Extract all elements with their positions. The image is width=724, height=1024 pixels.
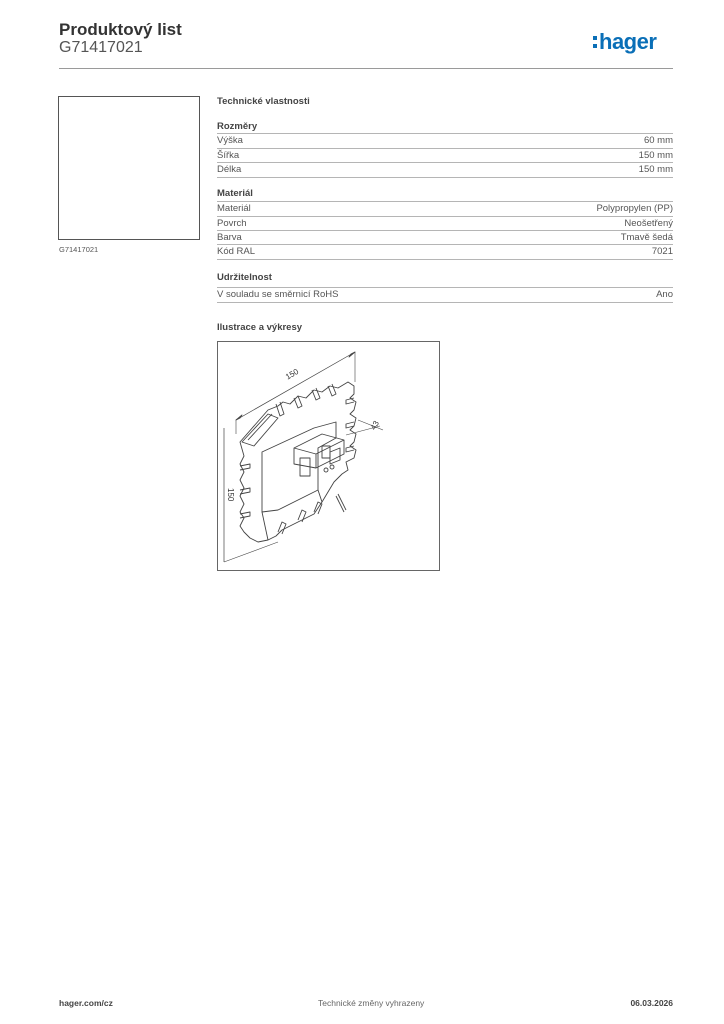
footer-website[interactable]: hager.com/cz bbox=[59, 998, 113, 1008]
spec-value: 7021 bbox=[651, 246, 673, 257]
spec-label: Kód RAL bbox=[217, 246, 256, 257]
spec-label: Materiál bbox=[217, 203, 251, 214]
spec-row-material bbox=[217, 201, 673, 216]
spec-value: Polypropylen (PP) bbox=[596, 203, 673, 214]
dimensions-title: Rozměry bbox=[217, 121, 258, 132]
spec-value: Neošetřený bbox=[624, 218, 673, 229]
spec-row-length bbox=[217, 162, 673, 178]
dim-depth-label: 43 bbox=[368, 419, 381, 432]
page-title: Produktový list bbox=[59, 20, 182, 39]
spec-value: 150 mm bbox=[638, 150, 673, 161]
dim-height-label: 150 bbox=[226, 488, 235, 502]
spec-row-rohs bbox=[217, 287, 673, 303]
spec-row-height bbox=[217, 133, 673, 148]
product-code: G71417021 bbox=[59, 39, 143, 56]
drawing-svg bbox=[218, 342, 439, 570]
spec-row-width bbox=[217, 148, 673, 163]
spec-label: Šířka bbox=[217, 150, 240, 161]
spec-label: Barva bbox=[217, 232, 242, 243]
spec-label: V souladu se směrnicí RoHS bbox=[217, 289, 339, 300]
spec-value: 60 mm bbox=[643, 135, 673, 146]
spec-row-color bbox=[217, 230, 673, 245]
footer-notice: Technické změny vyhrazeny bbox=[318, 998, 425, 1008]
header-divider bbox=[59, 68, 673, 69]
svg-text:hager: hager bbox=[599, 29, 657, 54]
product-image bbox=[58, 96, 200, 240]
product-image-caption: G71417021 bbox=[59, 245, 99, 254]
material-title: Materiál bbox=[217, 188, 253, 199]
dim-width-label: 150 bbox=[284, 366, 301, 382]
spec-value: 150 mm bbox=[638, 164, 673, 175]
hager-logo bbox=[593, 27, 673, 57]
spec-label: Délka bbox=[217, 164, 242, 175]
spec-label: Výška bbox=[217, 135, 243, 146]
technical-heading: Technické vlastnosti bbox=[217, 96, 310, 107]
footer-date: 06.03.2026 bbox=[630, 998, 673, 1008]
spec-row-surface bbox=[217, 216, 673, 231]
spec-value: Ano bbox=[656, 289, 673, 300]
sustainability-title: Udržitelnost bbox=[217, 272, 272, 283]
illustrations-heading: Ilustrace a výkresy bbox=[217, 322, 303, 333]
technical-drawing bbox=[217, 341, 440, 571]
spec-value: Tmavě šedá bbox=[620, 232, 673, 243]
spec-label: Povrch bbox=[217, 218, 247, 229]
spec-row-ral bbox=[217, 244, 673, 260]
